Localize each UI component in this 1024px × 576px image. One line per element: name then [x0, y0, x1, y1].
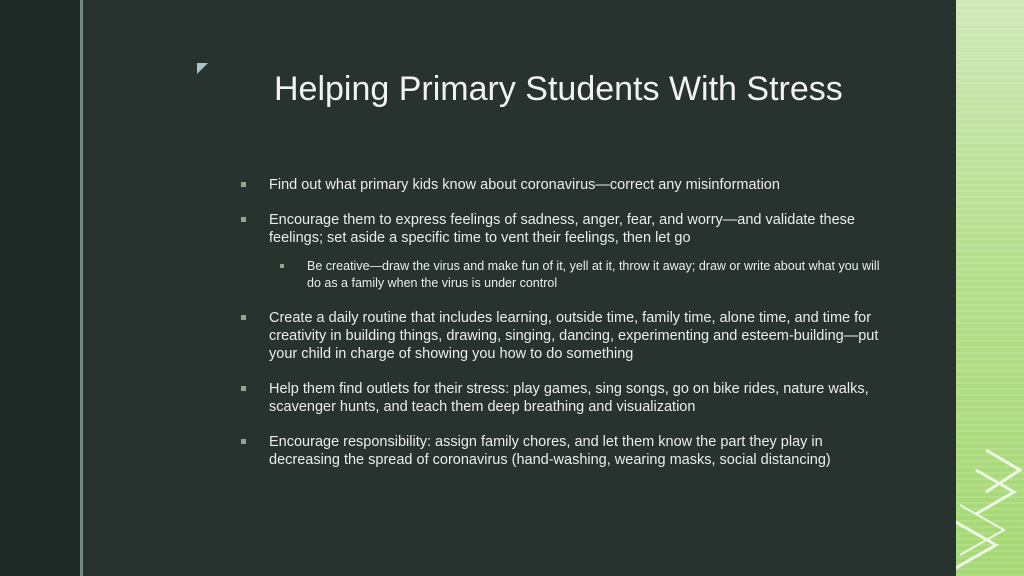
bullet-text: Encourage them to express feelings of sadness, anger, fear, and worry—and validate these feelings; set aside a specific time to vent their feelings, then let go [269, 212, 855, 246]
corner-triangle-icon [197, 63, 208, 74]
square-bullet-icon [241, 439, 246, 444]
left-decorative-band [0, 0, 80, 576]
sub-bullet-item [240, 258, 880, 292]
square-bullet-icon [280, 264, 284, 268]
bullet-item [240, 309, 880, 363]
square-bullet-icon [241, 217, 246, 222]
bullet-text: Create a daily routine that includes learning, outside time, family time, alone time, and time for creativity in building things, drawing, singing, dancing, experimenting and esteem-building—put your child in charge of showing you how to do something [269, 310, 879, 362]
sub-bullet-text: Be creative—draw the virus and make fun of it, yell at it, throw it away; draw or write about what you will do as a family when the virus is under control [307, 259, 880, 290]
bullet-item [240, 176, 880, 194]
bullet-list [240, 176, 880, 469]
square-bullet-icon [241, 315, 246, 320]
bullet-item [240, 380, 880, 416]
bullet-text: Find out what primary kids know about coronavirus—correct any misinformation [269, 177, 780, 193]
bullet-item [240, 433, 880, 469]
bullet-text: Help them find outlets for their stress: play games, sing songs, go on bike rides, nature walks, scavenger hunts, and teach them deep breathing and visualization [269, 381, 869, 415]
chevron-pattern-icon [956, 0, 1024, 576]
left-accent-line [80, 0, 83, 576]
square-bullet-icon [241, 386, 246, 391]
slide-title: Helping Primary Students With Stress [274, 70, 843, 108]
bullet-text: Encourage responsibility: assign family chores, and let them know the part they play in decreasing the spread of coronavirus (hand-washing, wearing masks, social distancing) [269, 434, 831, 468]
bullet-item [240, 211, 880, 247]
square-bullet-icon [241, 182, 246, 187]
right-decorative-band [956, 0, 1024, 576]
